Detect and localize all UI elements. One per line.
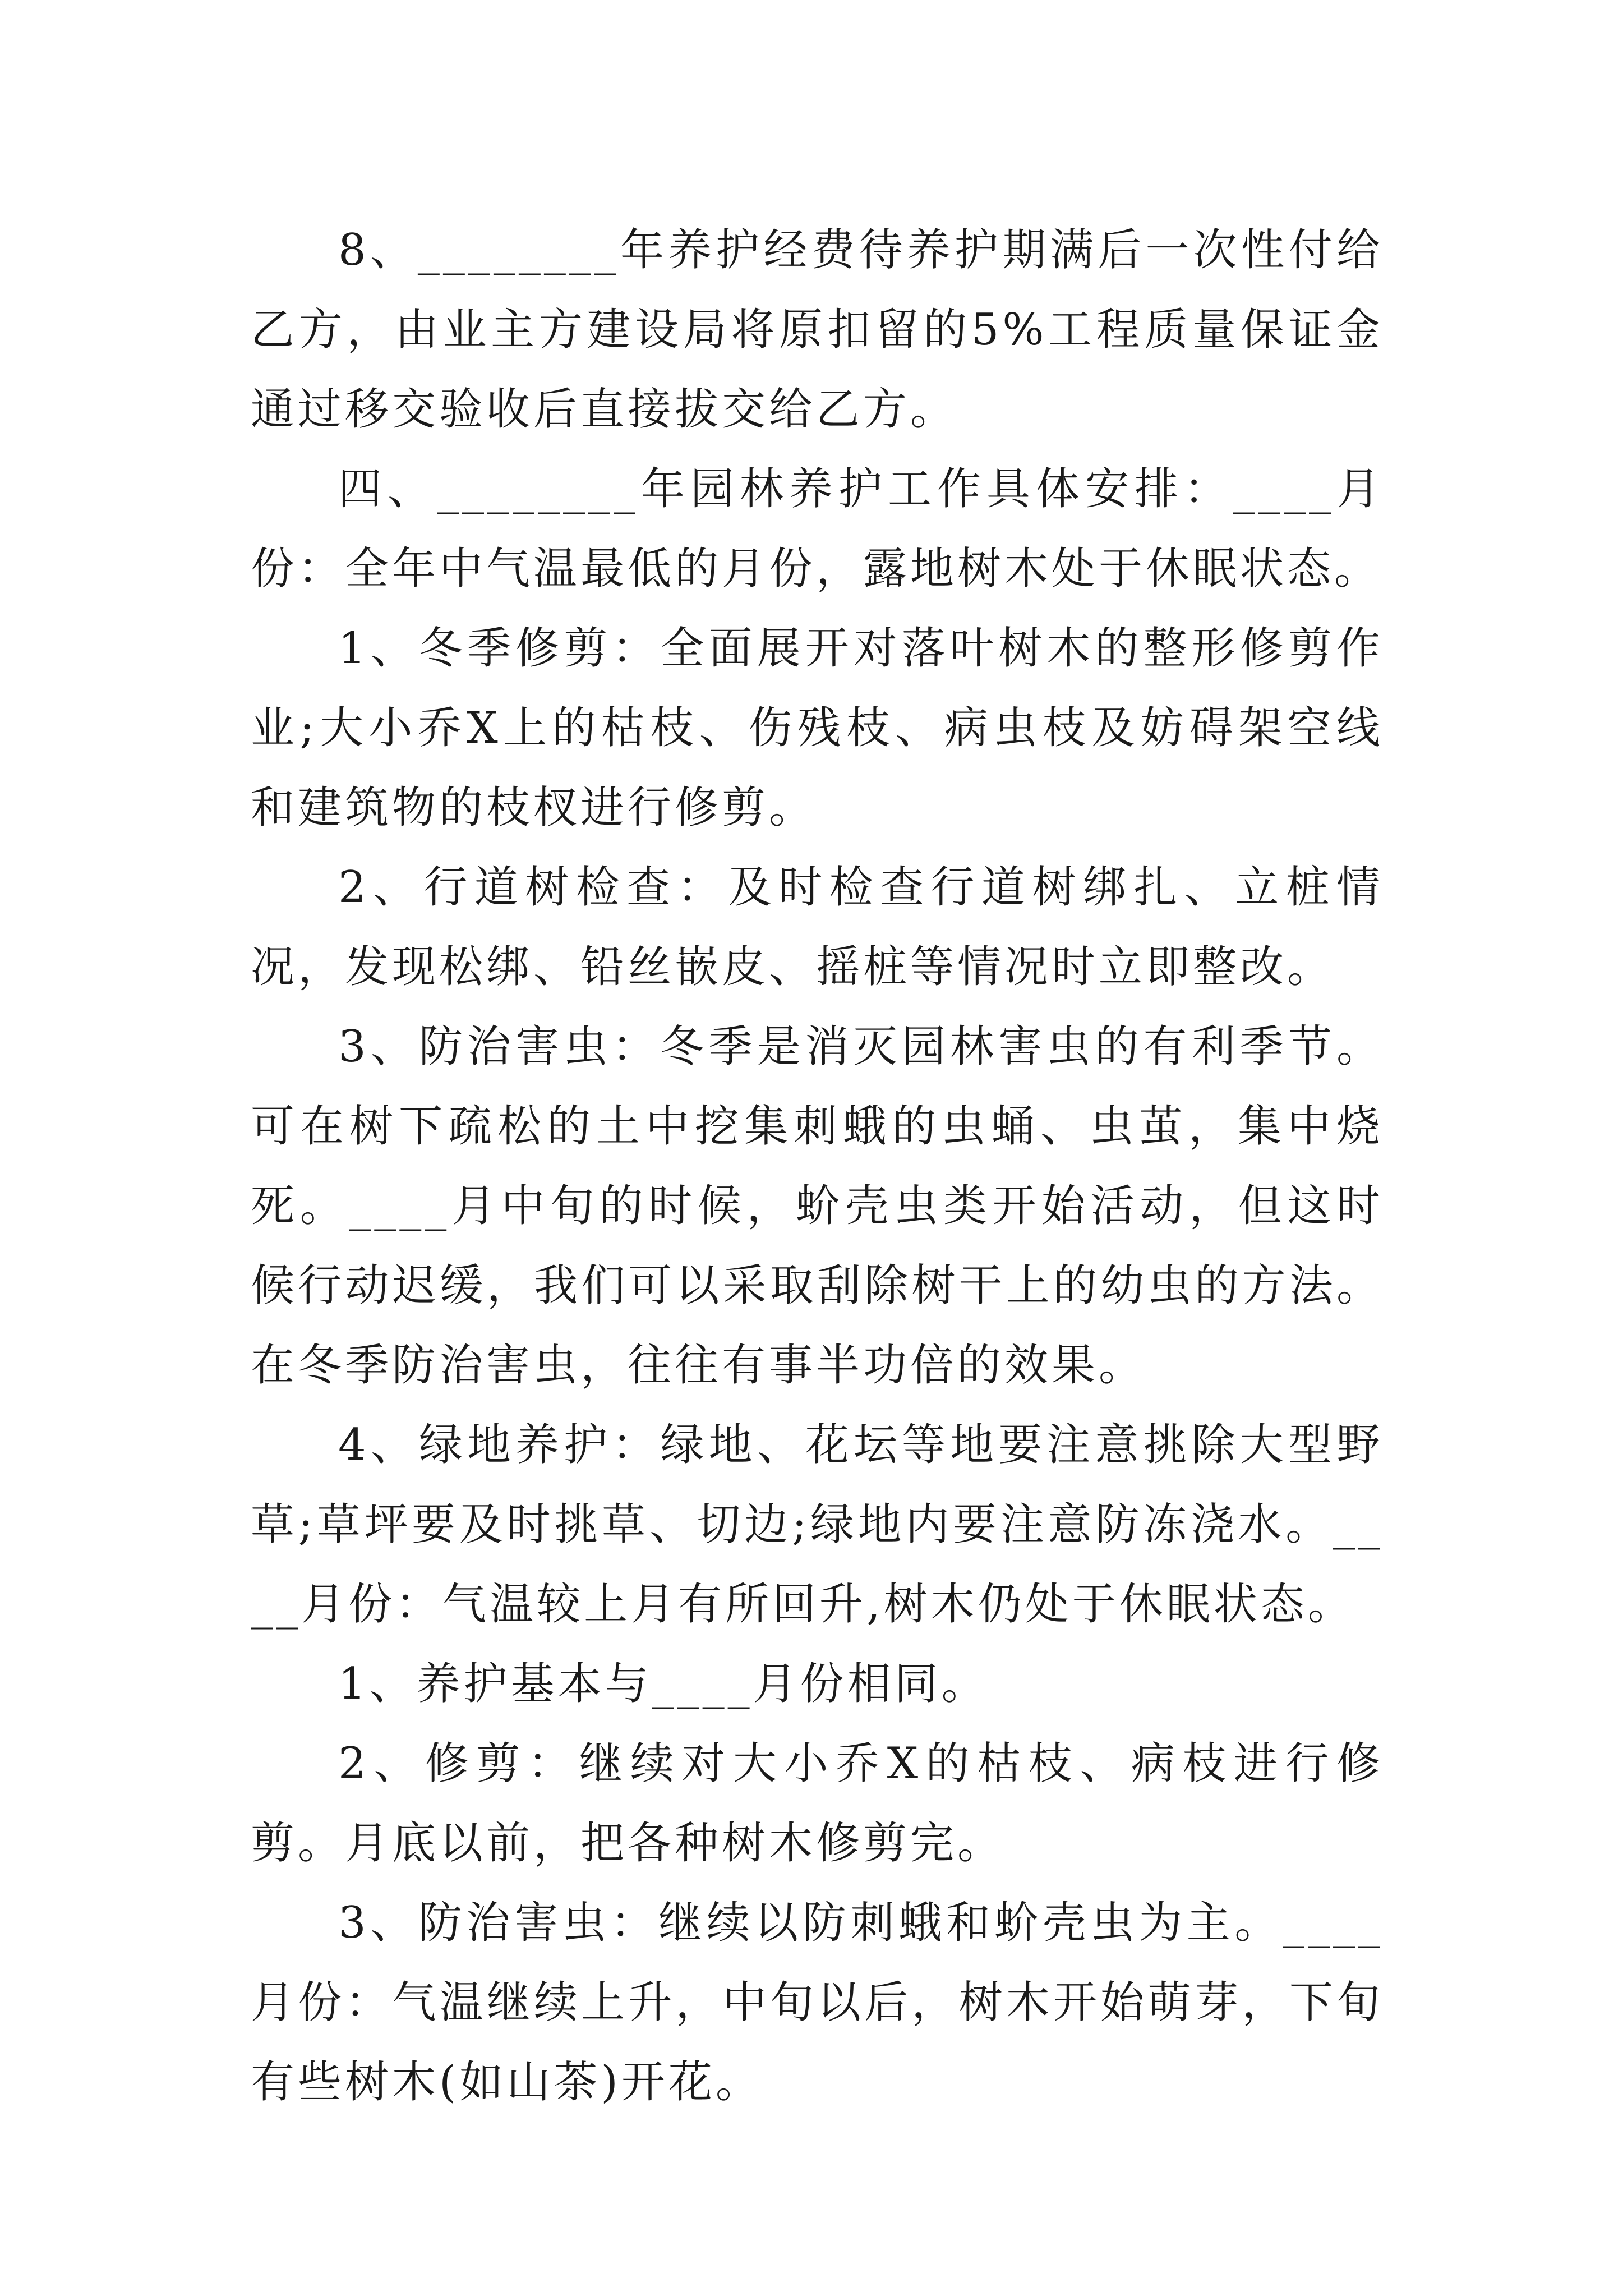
paragraph-winter-pruning: 1、冬季修剪：全面展开对落叶树木的整形修剪作业;大小乔X上的枯枝、伤残枝、病虫枝及妨碍架空线和建筑物的枝杈进行修剪。 <box>251 623 1384 833</box>
paragraph-pruning-continue: 2、修剪：继续对大小乔X的枯枝、病枝进行修剪。月底以前，把各种树木修剪完。 <box>251 1738 1384 1869</box>
document-body <box>251 210 1384 2122</box>
paragraph-green-space-maintenance: 4、绿地养护：绿地、花坛等地要注意挑除大型野草;草坪要及时挑草、切边;绿地内要注意防冻浇水。____月份：气温较上月有所回升,树木仍处于休眠状态。 <box>251 1420 1384 1630</box>
paragraph-section-four-heading: 四、________年园林养护工作具体安排：____月份：全年中气温最低的月份，露地树木处于休眠状态。 <box>251 464 1384 594</box>
paragraph-street-tree-inspection: 2、行道树检查：及时检查行道树绑扎、立桩情况，发现松绑、铅丝嵌皮、摇桩等情况时立即整改。 <box>251 862 1384 992</box>
paragraph-payment-terms: 8、________年养护经费待养护期满后一次性付给乙方，由业主方建设局将原扣留的5%工程质量保证金通过移交验收后直接拔交给乙方。 <box>251 225 1384 435</box>
paragraph-pest-control-continue: 3、防治害虫：继续以防刺蛾和蚧壳虫为主。____月份：气温继续上升，中旬以后，树木开始萌芽，下旬有些树木(如山茶)开花。 <box>251 1898 1384 2108</box>
paragraph-maintenance-same: 1、养护基本与____月份相同。 <box>338 1659 989 1709</box>
paragraph-pest-control-winter: 3、防治害虫：冬季是消灭园林害虫的有利季节。可在树下疏松的土中挖集刺蛾的虫蛹、虫茧，集中烧死。____月中旬的时候，蚧壳虫类开始活动，但这时候行动迟缓，我们可以采取刮除树干上的幼虫的方法。在冬季防治害虫，往往有事半功倍的效果。 <box>251 1022 1384 1391</box>
